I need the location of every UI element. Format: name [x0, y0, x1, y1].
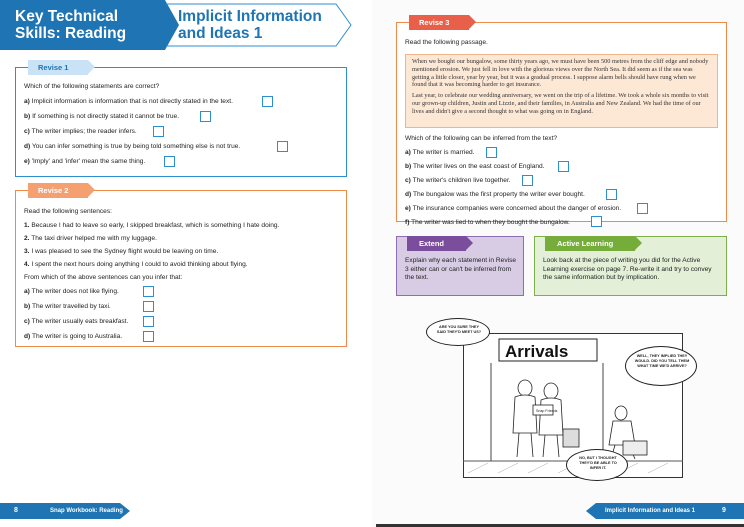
revise2-sentence-4: 4. I spent the next hours doing anything I could to avoid thinking about flying.	[24, 261, 248, 268]
passage-paragraph-2: Last year, to celebrate our wedding anniversary, we went on the trip of a lifetime. We took a whole six months to visit our grown-up children, Justin and Lizzie, and their families, in Australia and New Zealand. We had the time of our lives and didn't give a second thought to what was going on in England.	[412, 92, 709, 115]
revise2-item-b: b) The writer travelled by taxi.	[24, 303, 111, 310]
revise3-checkbox-f[interactable]	[591, 216, 602, 227]
extend-tab: Extend	[407, 236, 466, 251]
revise3-item-a: a) The writer is married.	[405, 149, 475, 156]
revise1-box	[15, 63, 347, 177]
page-title: Key Technical Skills: Reading	[15, 8, 127, 42]
revise2-checkbox-c[interactable]	[143, 316, 154, 327]
left-footer-title: Snap Workbook: Reading	[50, 508, 123, 514]
speech-bubble-2	[625, 346, 697, 386]
revise3-question: Which of the following can be inferred from the text?	[405, 135, 558, 142]
right-footer-arrow	[586, 503, 596, 519]
active-learning-tab: Active Learning	[545, 236, 635, 251]
revise1-checkbox-c[interactable]	[153, 126, 164, 137]
revise2-checkbox-a[interactable]	[143, 286, 154, 297]
passage-paragraph-1: When we bought our bungalow, some thirty years ago, we must have been 500 metres from the cliff edge and nobody mentioned erosion. We just fell in love with the glorious views over the North Sea. It did seem as if the sea was getting a little closer, year by year, but it was a gradual process. I suppose alarm bells should have rung when we found that it was becoming harder to get insurance.	[412, 58, 709, 89]
revise1-item-d: d) You can infer something is true by being told something else is not true.	[24, 143, 241, 150]
revise3-item-f: f) The writer was lied to when they bought the bungalow.	[405, 219, 570, 226]
speech-bubble-3-text: NO, BUT I THOUGHT THEY'D BE ABLE TO INFER IT.	[579, 456, 617, 470]
revise2-tab: Revise 2	[28, 183, 88, 198]
right-page-number: 9	[722, 507, 726, 514]
speech-bubble-1-text: ARE YOU SURE THEY SAID THEY'D MEET US?	[436, 325, 482, 334]
speech-bubble-2-text: WELL, THEY IMPLIED THEY WOULD. DID YOU TELL THEM WHAT TIME WE'D ARRIVE?	[634, 354, 690, 369]
active-learning-text: Look back at the piece of writing you did for the Active Learning exercise on page 7. Re-write it and try to convey the same information but by implication.	[543, 257, 712, 281]
revise2-intro: Read the following sentences:	[24, 208, 112, 215]
arrivals-sign: Arrivals	[505, 342, 569, 361]
revise1-tab: Revise 1	[28, 60, 88, 75]
revise2-sentence-1: 1. Because I had to leave so early, I skipped breakfast, which is something I hate doing.	[24, 222, 280, 229]
revise3-tab: Revise 3	[409, 15, 469, 30]
revise1-checkbox-e[interactable]	[164, 156, 175, 167]
extend-box	[396, 236, 524, 296]
speech-bubble-1	[426, 318, 490, 346]
revise3-intro: Read the following passage.	[405, 39, 488, 46]
revise2-sentence-2: 2. The taxi driver helped me with my luggage.	[24, 235, 157, 242]
revise1-checkbox-d[interactable]	[277, 141, 288, 152]
revise1-checkbox-b[interactable]	[200, 111, 211, 122]
revise1-item-a: a) Implicit information is information that is not directly stated in the text.	[24, 98, 233, 105]
revise1-item-e: e) 'Imply' and 'infer' mean the same thing.	[24, 158, 146, 165]
revise1-item-b: b) If something is not directly stated it cannot be true.	[24, 113, 180, 120]
revise3-checkbox-c[interactable]	[522, 175, 533, 186]
revise3-checkbox-d[interactable]	[606, 189, 617, 200]
revise3-item-b: b) The writer lives on the east coast of England.	[405, 163, 545, 170]
revise1-question: Which of the following statements are correct?	[24, 83, 160, 90]
revise3-item-c: c) The writer's children live together.	[405, 177, 511, 184]
revise3-passage	[405, 54, 718, 128]
revise3-box	[396, 18, 727, 226]
revise3-checkbox-e[interactable]	[637, 203, 648, 214]
revise3-checkbox-a[interactable]	[486, 147, 497, 158]
revise3-item-d: d) The bungalow was the first property the writer ever bought.	[405, 191, 585, 198]
revise2-item-a: a) The writer does not like flying.	[24, 288, 119, 295]
revise2-sentence-3: 3. I was pleased to see the Sydney flight would be leaving on time.	[24, 248, 219, 255]
revise3-checkbox-b[interactable]	[558, 161, 569, 172]
revise2-item-c: c) The writer usually eats breakfast.	[24, 318, 129, 325]
right-footer-title: Implicit Information and Ideas 1	[605, 508, 696, 514]
active-learning-box	[534, 236, 727, 296]
snap-friends-card: Snap Friends	[536, 409, 558, 413]
revise2-question: From which of the above sentences can you infer that:	[24, 274, 183, 281]
revise3-item-e: e) The insurance companies were concerned about the danger of erosion.	[405, 205, 622, 212]
left-page-number: 8	[14, 507, 18, 514]
revise2-checkbox-d[interactable]	[143, 331, 154, 342]
revise2-box	[15, 186, 347, 347]
revise2-checkbox-b[interactable]	[143, 301, 154, 312]
extend-text: Explain why each statement in Revise 3 either can or can't be inferred from the text.	[405, 257, 517, 281]
speech-bubble-3	[566, 449, 628, 481]
revise2-item-d: d) The writer is going to Australia.	[24, 333, 123, 340]
revise1-checkbox-a[interactable]	[262, 96, 273, 107]
revise1-item-c: c) The writer implies; the reader infers.	[24, 128, 137, 135]
page-subtitle: Implicit Information and Ideas 1	[178, 8, 322, 42]
